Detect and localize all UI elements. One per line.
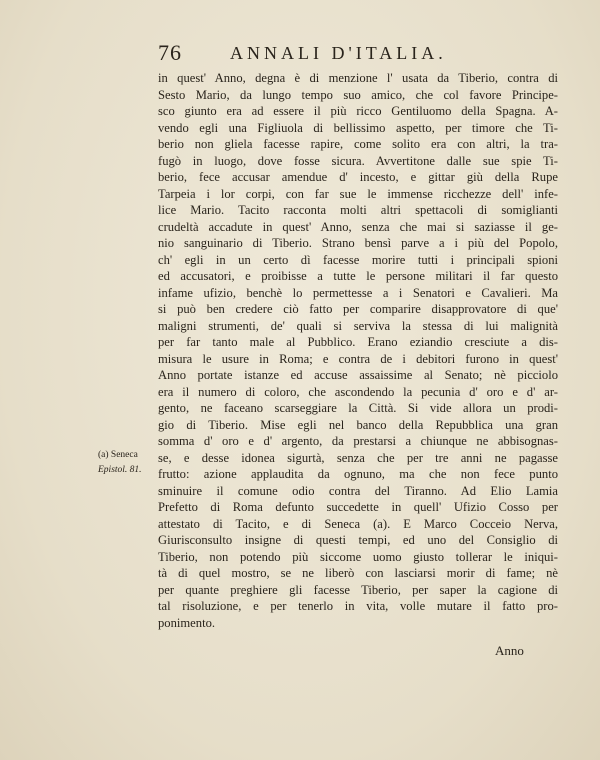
- text-line: in quest' Anno, degna è di menzione l' usata da Tiberio, contra di: [158, 71, 558, 85]
- text-line: sminuire il comune odio contra del Tiranno. Ad Elio Lamia: [158, 483, 558, 498]
- page-header: [158, 40, 568, 70]
- text-line: berio, fece accusar amendue d' incesto, e gittar giù della Rupe: [158, 170, 558, 184]
- text-line: per far tanto male al Pubblico. Erano eziandio cresciute a dis-: [158, 335, 558, 349]
- catchword: Anno: [495, 643, 524, 658]
- text-line: maligni strumenti, de' quali si serviva la stessa di lui malignità: [158, 318, 558, 333]
- text-line: berio non gliela facesse rapire, come solito era con altri, la tra-: [158, 137, 558, 151]
- text-line: ed accusatori, e proibisse a tutte le persone militari il far questo: [158, 269, 558, 283]
- text-line: Tarpeia i lor corpi, con far sue le immense ricchezze dell' infe-: [158, 186, 558, 201]
- text-line: frutto: azione applaudita da ognuno, ma che non fece punto: [158, 467, 558, 481]
- running-title: ANNALI D'ITALIA.: [230, 43, 447, 63]
- text-line: fugò in luogo, dove fosse sicura. Avvertitone dalle sue spie Ti-: [158, 153, 558, 168]
- text-line: gento, ne faceano scarseggiare la Città. Si vide allora un prodi-: [158, 401, 558, 415]
- margin-note-line: (a) Seneca: [98, 450, 138, 460]
- text-line: ch' egli in un certo dì facesse morire tutti i principali spioni: [158, 252, 558, 267]
- text-line: Anno portate istanze ed accuse assaissime al Senato; nè picciolo: [158, 368, 558, 382]
- text-line: tà di quel mostro, se ne liberò con lasciarsi morir di fame; nè: [158, 566, 558, 580]
- text-line: Sesto Mario, da lungo tempo suo amico, che col favore Principe-: [158, 87, 558, 102]
- margin-note-line: Epistol. 81.: [98, 465, 142, 475]
- text-line: attestato di Tacito, e di Seneca (a). E Marco Cocceio Nerva,: [158, 516, 558, 531]
- text-line: Tiberio, non potendo più siccome uomo giusto tollerar le iniqui-: [158, 549, 558, 564]
- text-line: crudeltà accadute in quest' Anno, senza che mai si saziasse il ge-: [158, 219, 558, 234]
- text-line: nio sanguinario di Tiberio. Strano bensì parve a i più del Popolo,: [158, 236, 558, 250]
- text-line: misura le usure in Roma; e contra de i debitori furono in quest': [158, 351, 558, 366]
- text-line: tal risoluzione, e per tenerlo in vita, volle mutare il fatto pro-: [158, 599, 558, 613]
- text-line: per quante preghiere gli facesse Tiberio, per saper la cagione di: [158, 582, 558, 597]
- text-line: Prefetto di Roma defunto succedette in quell' Ufizio Cosso per: [158, 500, 558, 514]
- text-line: sco giunto era ad essere il più ricco Gentiluomo della Spagna. A-: [158, 104, 558, 118]
- text-line: vendo egli una Figliuola di bellissimo aspetto, per timore che Ti-: [158, 120, 558, 135]
- text-line: infame ufizio, benchè lo permettesse a i Senatori e Cavalieri. Ma: [158, 285, 558, 300]
- text-line: se, e desse idonea sigurtà, senza che per tre anni ne pagasse: [158, 450, 558, 465]
- text-line: Giurisconsulto insigne di questi tempi, ed uno del Consiglio di: [158, 533, 558, 547]
- page-number: 76: [158, 40, 182, 65]
- body-text: [158, 70, 558, 631]
- text-line: ponimento.: [158, 615, 216, 630]
- text-line: lice Mario. Tacito racconta molti altri spettacoli di somiglianti: [158, 203, 558, 217]
- text-line: gio di Tiberio. Mise egli nel banco della Repubblica una gran: [158, 417, 558, 432]
- margin-note: [98, 448, 158, 478]
- text-line: si può ben credere ciò fatto per comparire disapprovatore di que': [158, 302, 558, 316]
- text-line: somma d' oro e d' argento, da prestarsi a chiunque ne abbisognas-: [158, 434, 558, 448]
- text-line: era il numero di coloro, che ascondendo la pecunia d' oro e d' ar-: [158, 384, 558, 399]
